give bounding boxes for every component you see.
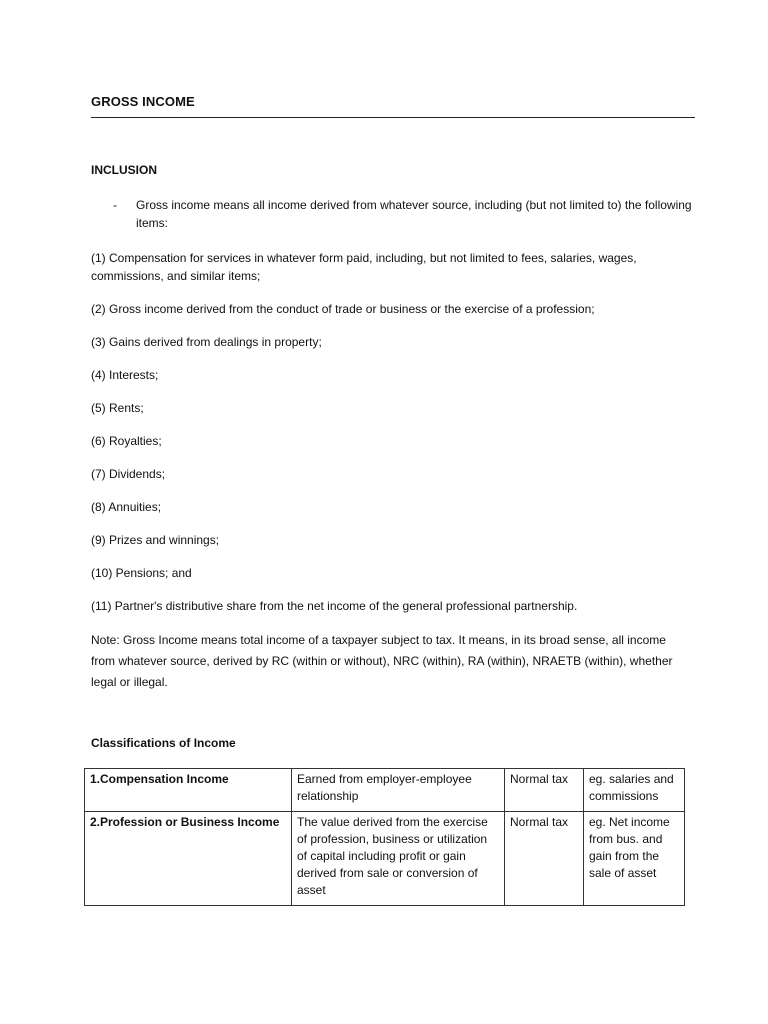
- bullet-text: Gross income means all income derived from whatever source, including (but not limited to) the following items:: [136, 198, 692, 230]
- income-description-cell: Earned from employer-employee relationship: [292, 769, 505, 812]
- list-item: (9) Prizes and winnings;: [91, 533, 220, 547]
- bullet-dash: -: [113, 198, 117, 212]
- list-item: (5) Rents;: [91, 401, 144, 415]
- page-title: GROSS INCOME: [91, 94, 195, 109]
- classifications-heading: Classifications of Income: [91, 736, 236, 750]
- note-paragraph: Note: Gross Income means total income of a taxpayer subject to tax. It means, in its broad sense, all income from whatever source, derived by RC (within or without), NRC (within), RA (within), NRAETB (within), whether legal or illegal.: [91, 633, 673, 689]
- list-item: (11) Partner's distributive share from the net income of the general professional partnership.: [91, 599, 578, 613]
- income-description-cell: The value derived from the exercise of profession, business or utilization of capital including profit or gain derived from sale or conversion of asset: [292, 812, 505, 906]
- list-item: (2) Gross income derived from the conduct of trade or business or the exercise of a profession;: [91, 302, 595, 316]
- list-item: (10) Pensions; and: [91, 566, 192, 580]
- tax-treatment-cell: Normal tax: [505, 812, 584, 906]
- list-item: (4) Interests;: [91, 368, 159, 382]
- income-type-cell: 2.Profession or Business Income: [85, 812, 292, 906]
- list-item: (3) Gains derived from dealings in property;: [91, 335, 322, 349]
- list-item: (6) Royalties;: [91, 434, 162, 448]
- classifications-table: [84, 768, 685, 906]
- example-cell: eg. Net income from bus. and gain from the sale of asset: [584, 812, 685, 906]
- table-row: [85, 769, 685, 812]
- income-type-cell: 1.Compensation Income: [85, 769, 292, 812]
- definition-bullet: [113, 196, 693, 232]
- list-item: (1) Compensation for services in whatever form paid, including, but not limited to fees, salaries, wages, commissions, and similar items;: [91, 251, 637, 283]
- title-underline: [91, 117, 695, 118]
- table-row: [85, 812, 685, 906]
- example-cell: eg. salaries and commissions: [584, 769, 685, 812]
- list-item: (8) Annuities;: [91, 500, 162, 514]
- section-heading-inclusion: INCLUSION: [91, 163, 157, 177]
- tax-treatment-cell: Normal tax: [505, 769, 584, 812]
- inclusion-list: [91, 249, 691, 705]
- list-item: (7) Dividends;: [91, 467, 166, 481]
